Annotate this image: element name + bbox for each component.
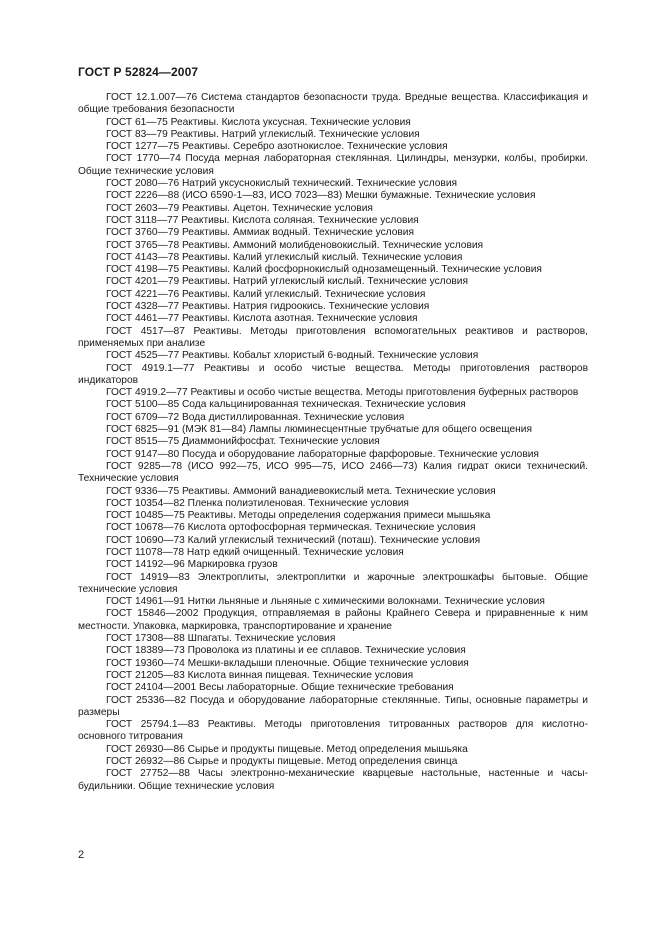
reference-item: ГОСТ 21205—83 Кислота винная пищевая. Технические условия [106, 669, 414, 681]
reference-item: ГОСТ 14192—96 Маркировка грузов [106, 559, 278, 571]
reference-item: ГОСТ 4221—76 Реактивы. Калий углекислый. Технические условия [106, 288, 426, 300]
reference-item: ГОСТ 12.1.007—76 Система стандартов безопасности труда. Вредные вещества. Классификация и общие требования безопасности [78, 92, 588, 116]
reference-item: ГОСТ 8515—75 Диаммонийфосфат. Технические условия [106, 436, 380, 448]
reference-item: ГОСТ 10354—82 Пленка полиэтиленовая. Технические условия [106, 497, 409, 509]
reference-item: ГОСТ 61—75 Реактивы. Кислота уксусная. Технические условия [106, 116, 411, 128]
normative-references-list [78, 92, 588, 793]
reference-item: ГОСТ 14961—91 Нитки льняные и льняные с химическими волокнами. Технические условия [106, 596, 545, 608]
reference-item: ГОСТ 2226—88 (ИСО 6590-1—83, ИСО 7023—83) Мешки бумажные. Технические условия [106, 190, 536, 202]
reference-item: ГОСТ 14919—83 Электроплиты, электроплитки и жарочные электрошкафы бытовые. Общие технические условия [78, 571, 588, 595]
reference-item: ГОСТ 9285—78 (ИСО 992—75, ИСО 995—75, ИСО 2466—73) Калия гидрат окиси технический. Технические условия [78, 460, 588, 485]
reference-item: ГОСТ 83—79 Реактивы. Натрий углекислый. Технические условия [106, 128, 420, 140]
reference-item: ГОСТ 4525—77 Реактивы. Кобальт хлористый 6-водный. Технические условия [106, 350, 479, 362]
reference-item: ГОСТ 26932—86 Сырье и продукты пищевые. Метод определения свинца [106, 756, 458, 768]
reference-item: ГОСТ 4328—77 Реактивы. Натрия гидроокись. Технические условия [106, 301, 430, 313]
reference-item: ГОСТ 4919.2—77 Реактивы и особо чистые вещества. Методы приготовления буферных растворов [106, 387, 579, 399]
reference-item: ГОСТ 9147—80 Посуда и оборудование лабораторные фарфоровые. Технические условия [106, 448, 539, 460]
reference-item: ГОСТ 10690—73 Калий углекислый технический (поташ). Технические условия [106, 534, 481, 546]
reference-item: ГОСТ 15846—2002 Продукция, отправляемая в районы Крайнего Севера и приравненные к ним местности. Упаковка, маркировка, транспортирование и хранение [78, 608, 588, 632]
reference-item: ГОСТ 6709—72 Вода дистиллированная. Технические условия [106, 411, 405, 423]
page-number: 2 [78, 849, 85, 861]
reference-item: ГОСТ 3118—77 Реактивы. Кислота соляная. Технические условия [106, 214, 419, 226]
reference-item: ГОСТ 4201—79 Реактивы. Натрий углекислый кислый. Технические условия [106, 276, 469, 288]
reference-item: ГОСТ 4919.1—77 Реактивы и особо чистые вещества. Методы приготовления растворов индикаторов [78, 362, 588, 386]
reference-item: ГОСТ 24104—2001 Весы лабораторные. Общие технические требования [106, 682, 454, 694]
reference-item: ГОСТ 4461—77 Реактивы. Кислота азотная. Технические условия [106, 313, 418, 325]
reference-item: ГОСТ 17308—88 Шпагаты. Технические условия [106, 633, 336, 645]
reference-item: ГОСТ 11078—78 Натр едкий очищенный. Технические условия [106, 546, 404, 558]
reference-item: ГОСТ 2080—76 Натрий уксуснокислый технический. Технические условия [106, 178, 458, 190]
reference-item: ГОСТ 18389—73 Проволока из платины и ее сплавов. Технические условия [106, 645, 466, 657]
reference-item: ГОСТ 10485—75 Реактивы. Методы определения содержания примеси мышьяка [106, 510, 491, 522]
reference-item: ГОСТ 4517—87 Реактивы. Методы приготовления вспомогательных реактивов и растворов, применяемых при анализе [78, 325, 588, 349]
reference-item: ГОСТ 2603—79 Реактивы. Ацетон. Технические условия [106, 202, 373, 214]
reference-item: ГОСТ 4143—78 Реактивы. Калий углекислый кислый. Технические условия [106, 251, 463, 263]
reference-item: ГОСТ 27752—88 Часы электронно-механические кварцевые настольные, настенные и часы-будильники. Общие технические условия [78, 768, 588, 792]
reference-item: ГОСТ 6825—91 (МЭК 81—84) Лампы люминесцентные трубчатые для общего освещения [106, 424, 532, 436]
reference-item: ГОСТ 19360—74 Мешки-вкладыши пленочные. Общие технические условия [106, 657, 469, 669]
document-header: ГОСТ Р 52824—2007 [78, 65, 199, 79]
reference-item: ГОСТ 1770—74 Посуда мерная лабораторная стеклянная. Цилиндры, мензурки, колбы, пробирки. Общие технические условия [78, 153, 588, 177]
reference-item: ГОСТ 10678—76 Кислота ортофосфорная термическая. Технические условия [106, 522, 476, 534]
reference-item: ГОСТ 1277—75 Реактивы. Серебро азотнокислое. Технические условия [106, 141, 448, 153]
reference-item: ГОСТ 5100—85 Сода кальцинированная техническая. Технические условия [106, 399, 466, 411]
reference-item: ГОСТ 4198—75 Реактивы. Калий фосфорнокислый однозамещенный. Технические условия [106, 264, 542, 276]
reference-item: ГОСТ 25336—82 Посуда и оборудование лабораторные стеклянные. Типы, основные параметры и размеры [78, 694, 588, 718]
reference-item: ГОСТ 3765—78 Реактивы. Аммоний молибденовокислый. Технические условия [106, 239, 484, 251]
reference-item: ГОСТ 26930—86 Сырье и продукты пищевые. Метод определения мышьяка [106, 743, 468, 755]
reference-item: ГОСТ 25794.1—83 Реактивы. Методы приготовления титрованных растворов для кислотно-основного титрования [78, 719, 588, 743]
reference-item: ГОСТ 3760—79 Реактивы. Аммиак водный. Технические условия [106, 227, 415, 239]
reference-item: ГОСТ 9336—75 Реактивы. Аммоний ванадиевокислый мета. Технические условия [106, 485, 496, 497]
